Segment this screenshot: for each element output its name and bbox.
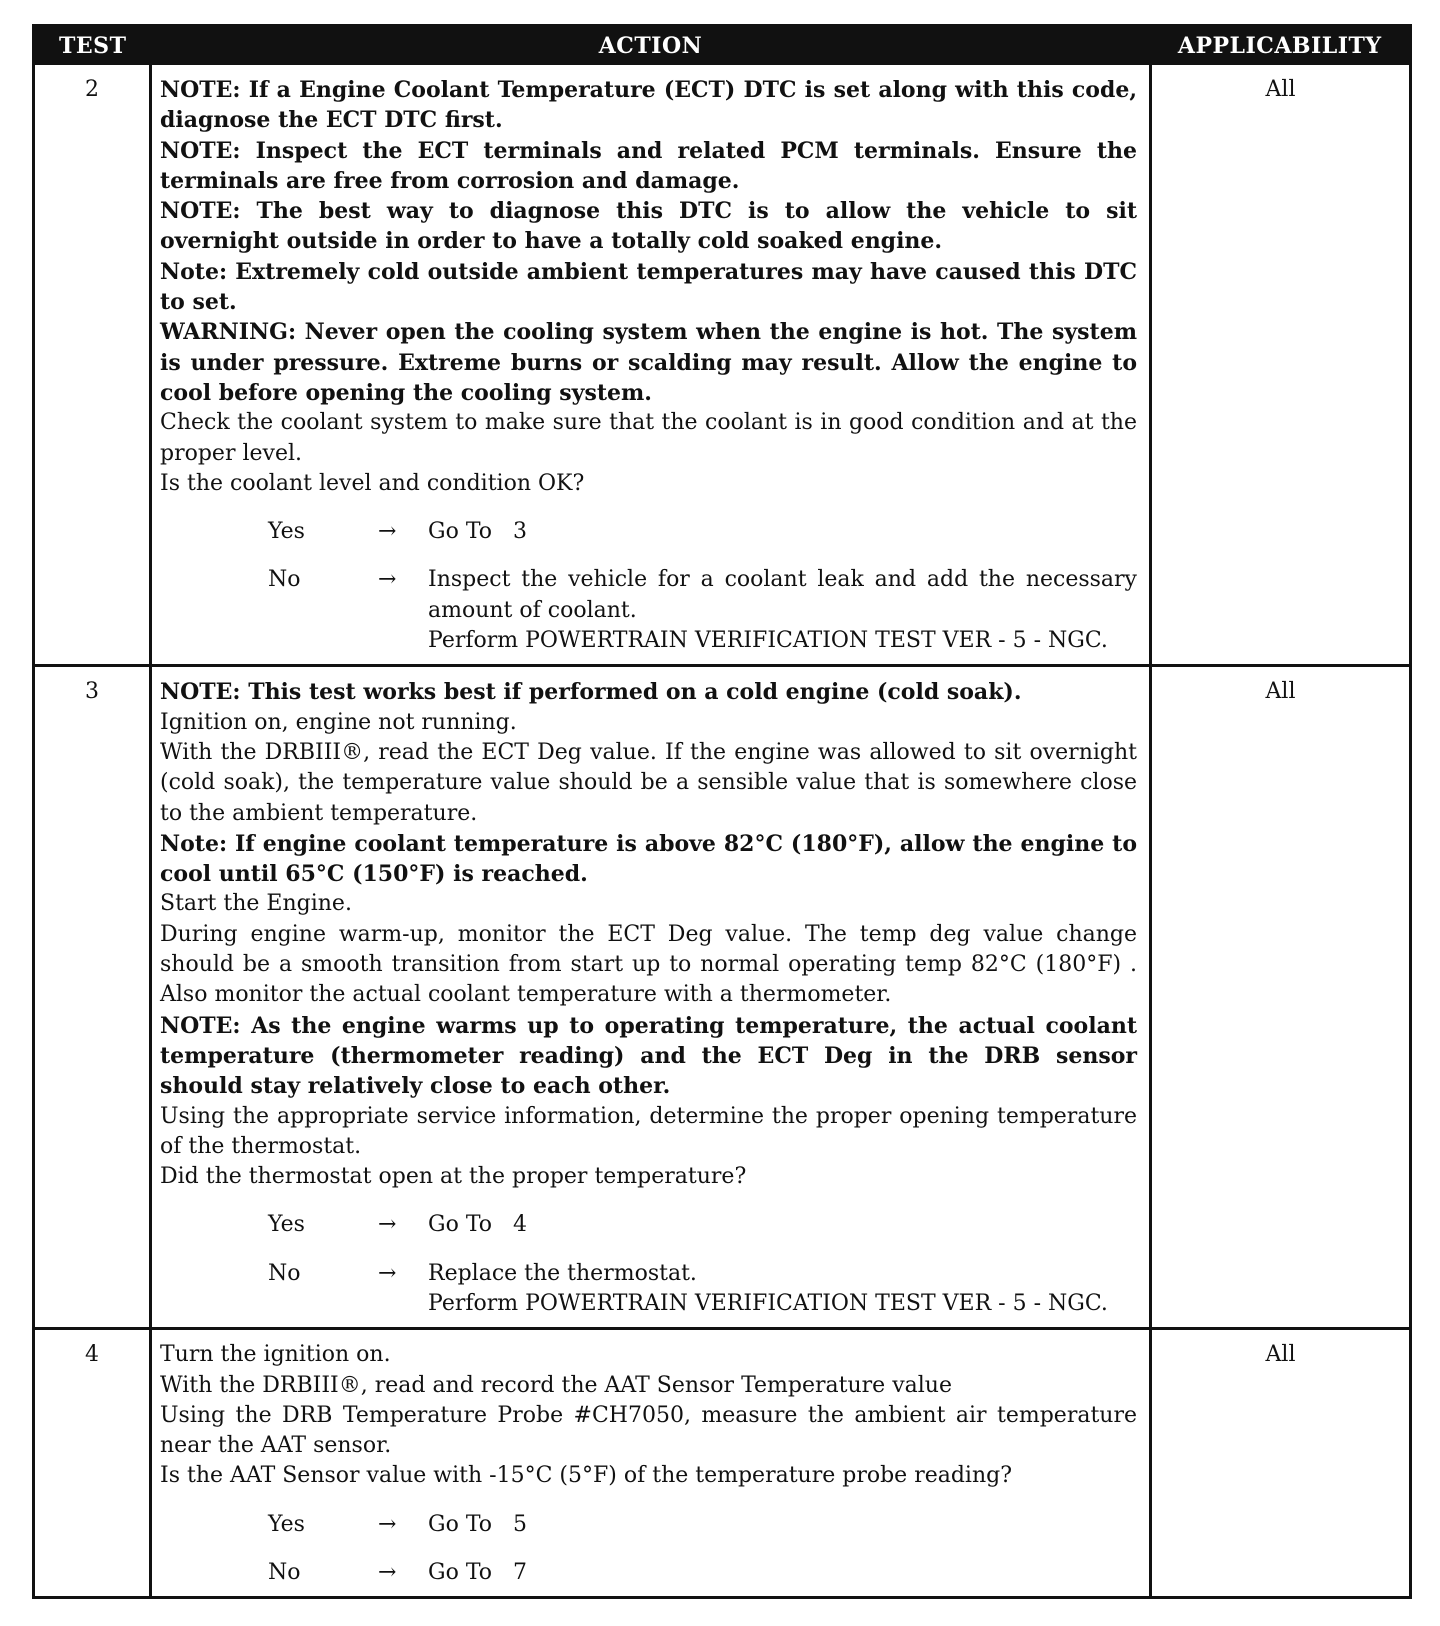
header-applicability: APPLICABILITY (1151, 26, 1411, 66)
instruction-text: With the DRBIII®, read the ECT Deg value. If the engine was allowed to sit overnight (cold soak), the temperature value should be a sensible value that is somewhere close to the ambient temperature. (160, 739, 1137, 826)
action-cell (151, 65, 1151, 666)
arrow-right-icon: → (378, 1511, 397, 1537)
table-row (34, 666, 1411, 1329)
test-number: 2 (34, 65, 151, 666)
instruction-text: Turn the ignition on. (160, 1342, 391, 1368)
table-row (34, 65, 1411, 666)
applicability-value: All (1151, 1329, 1411, 1598)
diagnostic-test-table (32, 24, 1412, 1599)
test-number: 3 (34, 666, 151, 1329)
action-cell (151, 1329, 1151, 1598)
instruction-text: Is the AAT Sensor value with -15°C (5°F) of the temperature probe reading? (160, 1463, 1013, 1489)
note-text: Note: If engine coolant temperature is above 82°C (180°F), allow the engine to cool until 65°C (150°F) is reached. (160, 830, 1137, 888)
note-text: NOTE: As the engine warms up to operating temperature, the actual coolant temperature (thermometer reading) and the ECT Deg in the DRB sensor should stay relatively close to each other. (160, 1012, 1137, 1100)
answer-option (160, 517, 1137, 547)
note-text: NOTE: If a Engine Coolant Temperature (ECT) DTC is set along with this code, diagnose the ECT DTC first. (160, 77, 1137, 134)
arrow-right-icon: → (378, 567, 397, 593)
result-line: Go To 4 (428, 1212, 527, 1238)
instruction-text: Using the appropriate service information, determine the proper opening temperature of the thermostat. (160, 1103, 1137, 1159)
answer-result (428, 1558, 1137, 1588)
instruction-text: Ignition on, engine not running. (160, 709, 517, 735)
result-line: Go To 3 (428, 519, 527, 545)
answer-result (428, 1510, 1137, 1540)
answer-options (160, 1510, 1137, 1589)
applicability-value: All (1151, 666, 1411, 1329)
result-line: Perform POWERTRAIN VERIFICATION TEST VER - 5 - NGC. (428, 628, 1108, 654)
instruction-text: Is the coolant level and condition OK? (160, 470, 585, 496)
table-row (34, 1329, 1411, 1598)
answer-option (160, 565, 1144, 656)
table-body (34, 65, 1411, 1598)
answer-option (160, 1210, 1137, 1240)
answer-label: No (268, 1560, 301, 1586)
instruction-text: With the DRBIII®, read and record the AAT Sensor Temperature value (160, 1372, 952, 1398)
result-line: Replace the thermostat. (428, 1260, 697, 1286)
instruction-text: Using the DRB Temperature Probe #CH7050, measure the ambient air temperature near the AAT sensor. (160, 1402, 1137, 1459)
instruction-text: During engine warm-up, monitor the ECT Deg value. The temp deg value change should be a smooth transition from start up to normal operating temp 82°C (180°F) . Also monitor the actual coolant temperature with a thermometer. (160, 921, 1137, 1008)
arrow-right-icon: → (378, 519, 397, 545)
instruction-text: Start the Engine. (160, 891, 352, 917)
note-text: NOTE: This test works best if performed on a cold engine (cold soak). (160, 679, 1022, 706)
answer-options (160, 1210, 1137, 1319)
answer-result (428, 517, 1137, 547)
answer-result (428, 1210, 1137, 1240)
result-line: Go To 7 (428, 1560, 527, 1586)
answer-result (428, 1259, 1137, 1320)
answer-options (160, 517, 1144, 656)
result-line: Perform POWERTRAIN VERIFICATION TEST VER - 5 - NGC. (428, 1290, 1108, 1316)
action-cell (151, 666, 1151, 1329)
answer-label: No (268, 567, 301, 593)
instruction-text: Check the coolant system to make sure that the coolant is in good condition and at the proper level. (160, 410, 1137, 466)
table-header-row (34, 26, 1411, 66)
answer-label: Yes (268, 1212, 305, 1238)
result-line: Go To 5 (428, 1511, 527, 1537)
answer-option (160, 1510, 1137, 1540)
answer-label: Yes (268, 1511, 305, 1537)
answer-option (160, 1259, 1137, 1320)
note-text: WARNING: Never open the cooling system when the engine is hot. The system is under pressure. Extreme burns or scalding may result. Allow the engine to cool before opening the cooling system. (160, 319, 1137, 406)
arrow-right-icon: → (378, 1212, 397, 1238)
note-text: NOTE: Inspect the ECT terminals and related PCM terminals. Ensure the terminals are free from corrosion and damage. (160, 137, 1137, 194)
test-number: 4 (85, 1342, 99, 1368)
result-line: Inspect the vehicle for a coolant leak and add the necessary amount of coolant. (428, 567, 1144, 623)
header-test: TEST (34, 26, 151, 66)
applicability-value: All (1151, 65, 1411, 666)
answer-label: Yes (268, 519, 305, 545)
note-text: NOTE: The best way to diagnose this DTC is to allow the vehicle to sit overnight outside in order to have a totally cold soaked engine. (160, 198, 1137, 255)
instruction-text: Did the thermostat open at the proper temperature? (160, 1164, 747, 1190)
arrow-right-icon: → (378, 1260, 397, 1286)
answer-option (160, 1558, 1137, 1588)
note-text: Note: Extremely cold outside ambient temperatures may have caused this DTC to set. (160, 258, 1137, 316)
answer-label: No (268, 1260, 301, 1286)
header-action: ACTION (151, 26, 1151, 66)
arrow-right-icon: → (378, 1560, 397, 1586)
answer-result (428, 565, 1144, 656)
